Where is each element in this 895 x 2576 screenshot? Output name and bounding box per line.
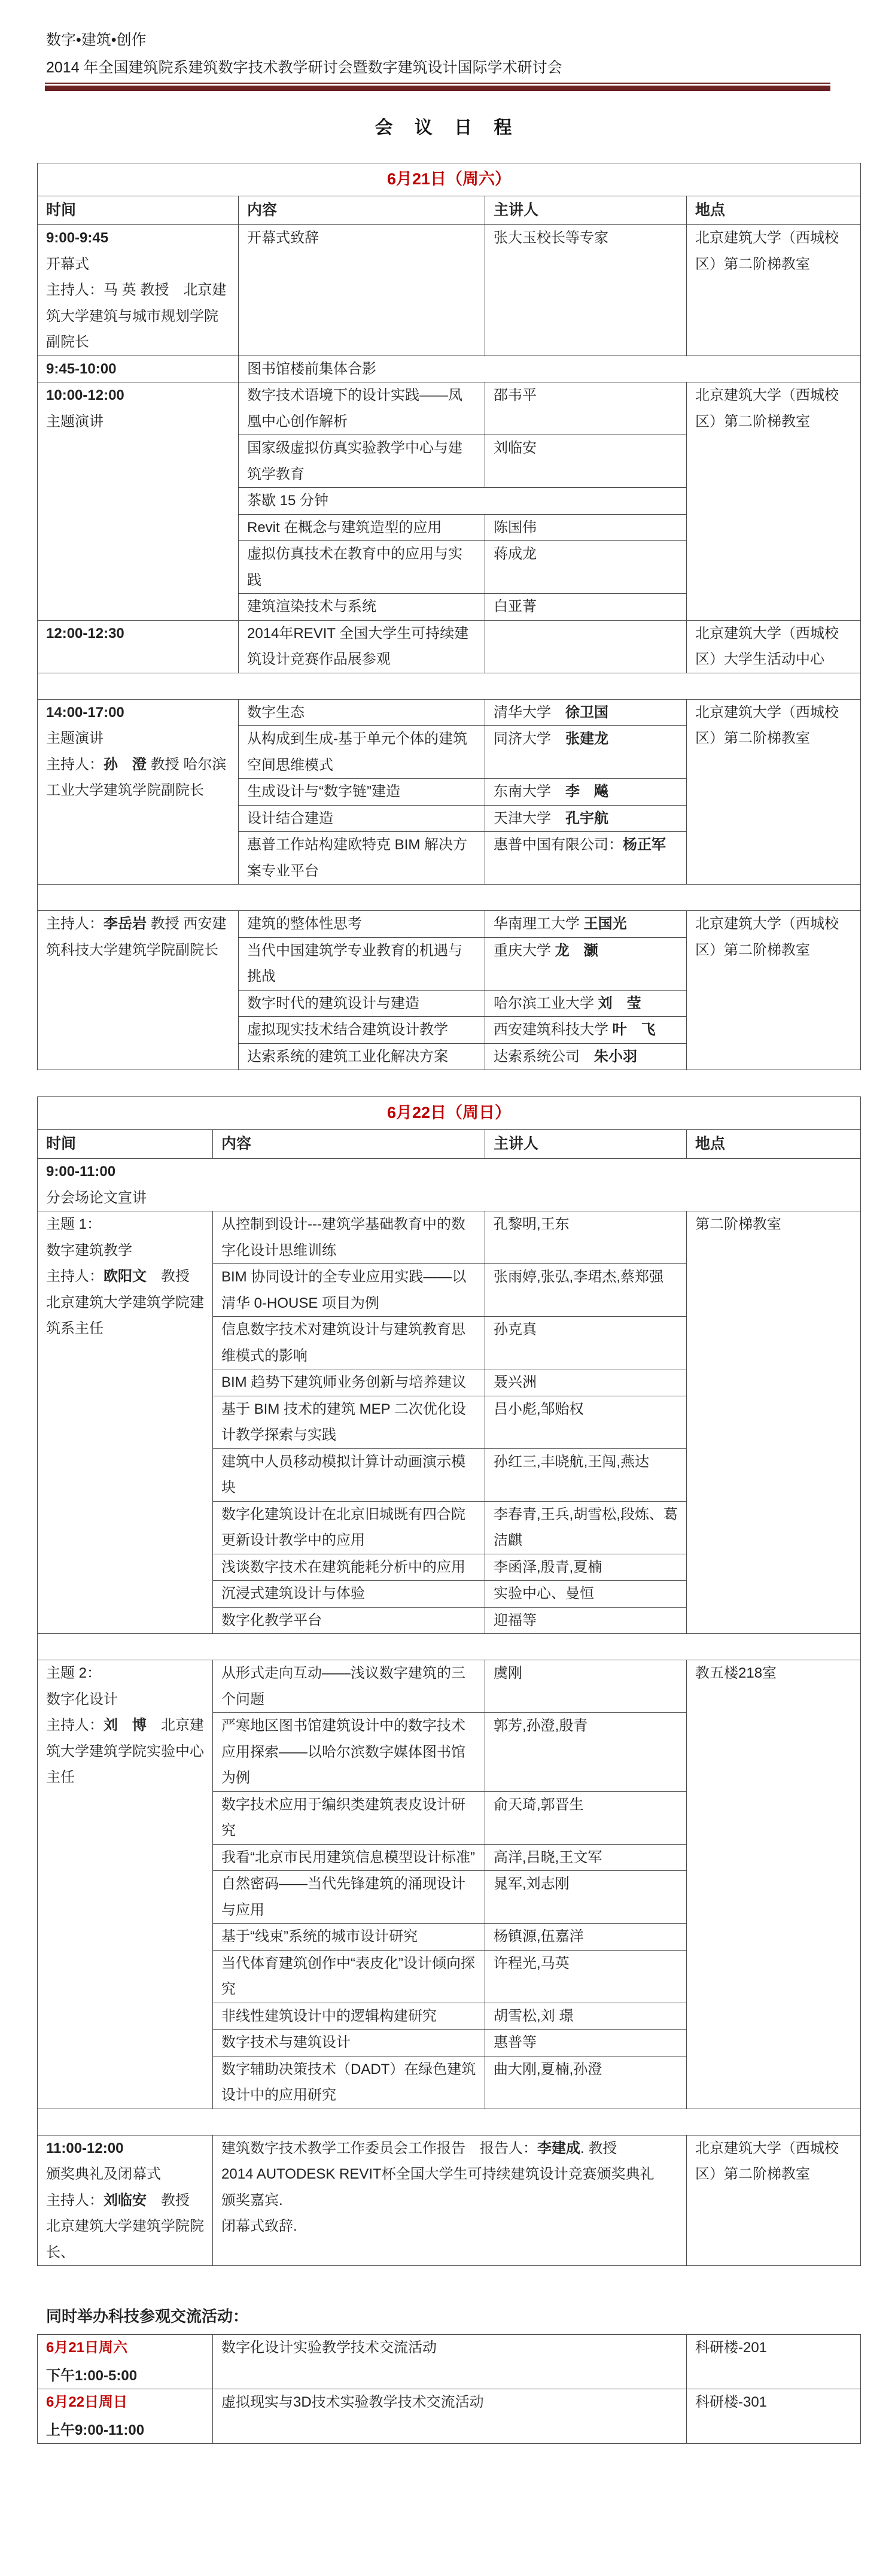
time-cell [38,1211,213,1634]
text-segment: 数字化设计 [46,1691,118,1708]
side-events-title: 同时举办科技参观交流活动： [46,2307,249,2325]
text-line [46,2161,204,2188]
text-segment: 主题 1： [46,1216,102,1232]
venue-cell: 北京建筑大学（西城校区）第二阶梯教室 [687,699,861,885]
venue-cell: 教五楼218室 [687,1660,861,2109]
day-title: 6月22日（周日） [38,1097,861,1130]
text-segment: 郭芳,孙澄,殷青 [494,1718,588,1734]
schedule-container [37,163,860,2444]
speaker-cell [485,620,687,673]
content-cell: 从控制到设计---建筑学基础教育中的数字化设计思维训练 [213,1211,485,1264]
column-header: 主讲人 [485,196,687,225]
content-cell: 严寒地区图书馆建筑设计中的数字技术应用探索——以哈尔滨数字媒体图书馆为例 [213,1713,485,1792]
speaker-cell [485,514,687,541]
header-divider [45,83,830,91]
text-segment: 邵韦平 [494,387,537,403]
text-segment: 蒋成龙 [494,546,537,562]
event-content: 虚拟现实与3D技术实验教学技术交流活动 [213,2389,687,2444]
text-segment: 建筑数字技术教学工作委员会工作报告 报告人： [221,2140,537,2156]
text-segment: 白亚菁 [494,599,537,615]
event-date: 6月21日周六 [46,2340,128,2356]
column-header: 时间 [38,1130,213,1159]
schedule-row [38,620,861,673]
content-cell: 从形式走向互动——浅议数字建筑的三个问题 [213,1660,485,1713]
date-time-cell [38,2335,213,2389]
content-cell: 从构成到生成-基于单元个体的建筑空间思维模式 [239,726,485,779]
text-segment: 实验中心、曼恒 [494,1585,594,1602]
text-segment: 闭幕式致辞. [221,2218,297,2234]
content-cell: 数字时代的建筑设计与建造 [239,990,485,1017]
content-cell: 自然密码——当代先锋建筑的涌现设计与应用 [213,1871,485,1924]
empty-cell [38,2109,861,2135]
speaker-cell [485,1017,687,1044]
day-title: 6月21日（周六） [38,163,861,196]
text-segment: 主题 2： [46,1665,102,1681]
text-segment: 孙红三,丰晓航,王闯,燕达 [494,1453,650,1470]
header-conference-title: 2014 年全国建筑院系建筑数字技术教学研讨会暨数字建筑设计国际学术研讨会 [46,59,562,76]
content-cell: 数字化教学平台 [213,1607,485,1634]
venue-cell: 北京建筑大学（西城校区）第二阶梯教室 [687,382,861,621]
content-cell: 浅谈数字技术在建筑能耗分析中的应用 [213,1554,485,1581]
speaker-cell [485,832,687,885]
content-cell: 我看“北京市民用建筑信息模型设计标准” [213,1844,485,1871]
content-cell: 图书馆楼前集体合影 [239,356,861,382]
text-segment: 吕小彪,邹贻权 [494,1401,584,1417]
event-time: 下午1:00-5:00 [46,2367,138,2384]
content-cell: 数字技术与建筑设计 [213,2030,485,2056]
session-time: 14:00-17:00 [46,704,124,721]
content-cell: 数字辅助决策技术（DADT）在绿色建筑设计中的应用研究 [213,2056,485,2109]
bold-name: 张建龙 [565,731,608,747]
text-segment: 俞天琦,郭晋生 [494,1796,584,1813]
bold-name: 孔宇航 [565,810,608,827]
content-cell: 沉浸式建筑设计与体验 [213,1581,485,1608]
session-time: 10:00-12:00 [46,387,124,403]
time-cell [38,225,239,356]
content-cell: 生成设计与“数字链”建造 [239,779,485,806]
text-segment: 陈国伟 [494,519,537,536]
text-segment: 教授 北京建筑大学建筑学院建筑系主任 [46,1268,204,1336]
content-cell: 建筑渲染技术与系统 [239,594,485,621]
text-segment: 李函泽,殷青,夏楠 [494,1559,602,1575]
column-header: 主讲人 [485,1130,687,1159]
schedule-row [38,2135,861,2266]
text-segment: 迎福等 [494,1612,537,1629]
column-header: 地点 [687,196,861,225]
text-segment: 华南理工大学 [494,916,584,932]
schedule-table-day2 [37,1096,861,2266]
content-cell: 达索系统的建筑工业化解决方案 [239,1043,485,1070]
bold-name: 欧阳文 [103,1268,147,1284]
text-segment: 主题演讲 [46,730,103,746]
speaker-cell [485,1264,687,1317]
text-segment: 2014 AUTODESK REVIT杯全国大学生可持续建筑设计竞赛颁奖典礼 [221,2166,654,2182]
speaker-cell [485,1554,687,1581]
speaker-cell [485,1660,687,1713]
speaker-cell [485,1791,687,1844]
bold-name: 朱小羽 [594,1048,637,1065]
date-row [38,163,861,196]
text-segment: 开幕式 [46,256,89,272]
session-label: 分会场论文宣讲 [46,1189,147,1206]
page-title: 会 议 日 程 [375,118,520,138]
text-segment: 杨镇源,伍嘉洋 [494,1928,584,1945]
content-cell: 数字技术语境下的设计实践——凤凰中心创作解析 [239,382,485,435]
speaker-cell [485,1317,687,1369]
text-segment: 许程光,马英 [494,1955,570,1972]
content-cell: 开幕式致辞 [239,225,485,356]
text-line [46,1687,204,1713]
empty-cell [38,673,861,699]
text-segment: 清华大学 [494,704,565,721]
speaker-cell [485,937,687,990]
spacer-row [38,2109,861,2135]
time-cell [38,382,239,621]
text-segment: 孙克真 [494,1322,537,1338]
content-cell: BIM 协同设计的全专业应用实践——以清华 0-HOUSE 项目为例 [213,1264,485,1317]
header-slogan: 数字•建筑•创作 [46,32,147,48]
content-cell: 非线性建筑设计中的逻辑构建研究 [213,2003,485,2030]
content-cell: 惠普工作站构建欧特克 BIM 解决方案专业平台 [239,832,485,885]
text-segment: 北京建筑大学建筑学院实验中心主任 [46,1717,204,1785]
content-cell: 数字生态 [239,699,485,726]
schedule-row [38,225,861,356]
content-cell: 建筑中人员移动模拟计算计动画演示模块 [213,1448,485,1501]
speaker-cell [485,1713,687,1792]
text-segment: 胡雪松,刘 璟 [494,2007,574,2024]
speaker-cell [485,1581,687,1608]
time-cell [38,356,239,382]
speaker-cell [485,1871,687,1924]
text-segment: 惠普等 [494,2034,537,2051]
speaker-cell [485,594,687,621]
event-time: 上午9:00-11:00 [46,2422,145,2438]
speaker-cell [485,990,687,1017]
text-line [221,2213,678,2240]
text-segment: 张雨婷,张弘,李珺杰,蔡郑强 [494,1269,664,1285]
schedule-row [38,1211,861,1264]
content-cell: 数字技术应用于编织类建筑表皮设计研究 [213,1791,485,1844]
text-segment: 东南大学 [494,783,565,800]
bold-name: 徐卫国 [565,704,608,721]
speaker-cell [485,2030,687,2056]
text-line [221,2188,678,2214]
speaker-cell [485,541,687,594]
text-line [46,1238,204,1264]
speaker-cell [485,1211,687,1264]
content-cell: 数字化建筑设计在北京旧城既有四合院更新设计教学中的应用 [213,1501,485,1554]
time-cell [38,911,239,1070]
schedule-row [38,699,861,726]
text-segment: 虞刚 [494,1665,522,1681]
text-line [46,277,230,356]
text-segment: 数字建筑教学 [46,1242,132,1259]
schedule-row [38,1660,861,1713]
document-header [46,26,562,81]
session-header-cell [38,1159,861,1211]
session-time: 9:45-10:00 [46,360,117,377]
session-time: 12:00-12:30 [46,625,124,642]
event-venue: 科研楼-301 [687,2389,861,2444]
text-line [221,2161,678,2188]
text-segment: 李春青,王兵,胡雪松,段炼、葛洁麒 [494,1506,678,1548]
content-cell: 国家级虚拟仿真实验教学中心与建筑学教育 [239,435,485,488]
schedule-row [38,1159,861,1211]
bold-name: 李岳岩 [103,916,147,932]
content-cell: BIM 趋势下建筑师业务创新与培养建议 [213,1369,485,1396]
text-segment: 主持人：马 英 教授 北京建筑大学建筑与城市规划学院副院长 [46,282,227,350]
speaker-cell [485,1924,687,1951]
speaker-cell [485,1396,687,1448]
event-venue: 科研楼-201 [687,2335,861,2389]
speaker-cell [485,1369,687,1396]
text-segment: . 教授 [580,2140,617,2156]
text-segment: 孔黎明,王东 [494,1216,570,1232]
bold-name: 刘临安 [103,2192,147,2209]
empty-cell [38,885,861,911]
speaker-cell [485,779,687,806]
venue-cell: 北京建筑大学（西城校区）第二阶梯教室 [687,911,861,1070]
table-gap [37,1070,860,1096]
speaker-cell [485,805,687,832]
text-segment: 惠普中国有限公司： [494,837,623,853]
text-segment: 天津大学 [494,810,565,827]
speaker-cell [485,1501,687,1554]
column-header: 地点 [687,1130,861,1159]
text-segment: 曲大刚,夏楠,孙澄 [494,2061,602,2077]
content-cell: 建筑的整体性思考 [239,911,485,938]
speaker-cell [485,225,687,356]
speaker-cell [485,435,687,488]
content-cell: 2014年REVIT 全国大学生可持续建筑设计竞赛作品展参观 [239,620,485,673]
bold-name: 李建成 [537,2140,580,2156]
text-segment: 颁奖典礼及闭幕式 [46,2166,161,2182]
column-header: 内容 [239,196,485,225]
text-segment: 西安建筑科技大学 [494,1022,613,1038]
header-row [38,1130,861,1159]
spacer-row [38,885,861,911]
text-line [46,2188,204,2266]
text-segment: 刘临安 [494,440,537,456]
schedule-table-day1 [37,163,861,1070]
content-cell: 当代中国建筑学专业教育的机遇与挑战 [239,937,485,990]
header-row [38,196,861,225]
empty-cell [38,1634,861,1660]
content-cell: 虚拟仿真技术在教育中的应用与实践 [239,541,485,594]
text-segment: 重庆大学 [494,942,555,959]
text-line [46,1263,204,1342]
side-event-row [38,2335,861,2389]
bold-name: 刘 博 [103,1717,147,1733]
side-event-row [38,2389,861,2444]
venue-cell: 北京建筑大学（西城校区）大学生活动中心 [687,620,861,673]
time-cell [38,1660,213,2109]
text-line [46,1211,204,1238]
speaker-cell [485,726,687,779]
content-cell: Revit 在概念与建筑造型的应用 [239,514,485,541]
content-cell [213,2135,687,2266]
bold-name: 龙 灏 [555,942,598,959]
speaker-cell [485,1448,687,1501]
session-time: 11:00-12:00 [46,2140,124,2156]
text-segment: 教授 北京建筑大学建筑学院院长、 [46,2192,204,2261]
text-segment: 哈尔滨工业大学 [494,995,598,1011]
session-time: 9:00-9:45 [46,230,109,246]
speaker-cell [485,1950,687,2003]
text-segment: 主持人： [46,1268,103,1284]
text-line [46,752,230,804]
text-segment: 颁奖嘉宾. [221,2192,283,2209]
text-line [46,1660,204,1687]
text-segment: 主持人： [46,916,103,932]
schedule-row [38,911,861,938]
venue-cell: 北京建筑大学（西城校区）第二阶梯教室 [687,225,861,356]
speaker-cell [485,699,687,726]
text-segment: 张大玉校长等专家 [494,230,608,246]
content-cell: 信息数字技术对建筑设计与建筑教育思维模式的影响 [213,1317,485,1369]
bold-name: 叶 飞 [612,1022,656,1038]
bold-name: 李 飚 [565,783,608,800]
column-header: 时间 [38,196,239,225]
text-line [46,409,230,435]
speaker-cell [485,382,687,435]
column-header: 内容 [213,1130,485,1159]
schedule-row [38,382,861,435]
event-date: 6月22日周日 [46,2394,128,2410]
time-cell [38,699,239,885]
speaker-cell [485,911,687,938]
session-time: 9:00-11:00 [46,1164,116,1180]
text-segment: 达索系统公司 [494,1048,594,1065]
speaker-cell [485,1844,687,1871]
text-segment: 高洋,吕晓,王文军 [494,1849,602,1866]
bold-name: 刘 莹 [598,995,641,1011]
venue-cell: 第二阶梯教室 [687,1211,861,1634]
venue-cell: 北京建筑大学（西城校区）第二阶梯教室 [687,2135,861,2266]
content-cell: 设计结合建造 [239,805,485,832]
event-content: 数字化设计实验教学技术交流活动 [213,2335,687,2389]
text-segment: 主题演讲 [46,413,103,430]
text-line [46,725,230,752]
text-segment: 教授 哈尔滨工业大学建筑学院副院长 [46,756,227,798]
text-segment: 教授 西安建筑科技大学建筑学院副院长 [46,916,227,958]
text-segment: 晁军,刘志刚 [494,1876,570,1892]
bold-name: 杨正军 [623,837,666,853]
speaker-cell [485,2056,687,2109]
text-segment: 同济大学 [494,731,565,747]
speaker-cell [485,1043,687,1070]
bold-name: 王国光 [583,916,627,932]
content-cell: 基于“线束”系统的城市设计研究 [213,1924,485,1951]
text-line [46,1712,204,1791]
text-segment: 聂兴洲 [494,1374,537,1390]
text-line [46,251,230,278]
content-cell: 虚拟现实技术结合建筑设计教学 [239,1017,485,1044]
date-row [38,1097,861,1130]
text-line [221,2135,678,2162]
text-segment: 主持人： [46,756,103,773]
schedule-row [38,356,861,382]
spacer-row [38,673,861,699]
date-time-cell [38,2389,213,2444]
bold-name: 孙 澄 [103,756,147,773]
content-cell: 基于 BIM 技术的建筑 MEP 二次优化设计教学探索与实践 [213,1396,485,1448]
side-events-table [37,2334,861,2444]
speaker-cell [485,1607,687,1634]
speaker-cell [485,2003,687,2030]
text-segment: 主持人： [46,1717,103,1733]
time-cell [38,620,239,673]
text-segment: 主持人： [46,2192,103,2209]
time-cell [38,2135,213,2266]
content-cell: 当代体育建筑创作中“表皮化”设计倾向探究 [213,1950,485,2003]
text-line [46,911,230,963]
spacer-row [38,1634,861,1660]
break-cell: 茶歇 15 分钟 [239,488,687,515]
